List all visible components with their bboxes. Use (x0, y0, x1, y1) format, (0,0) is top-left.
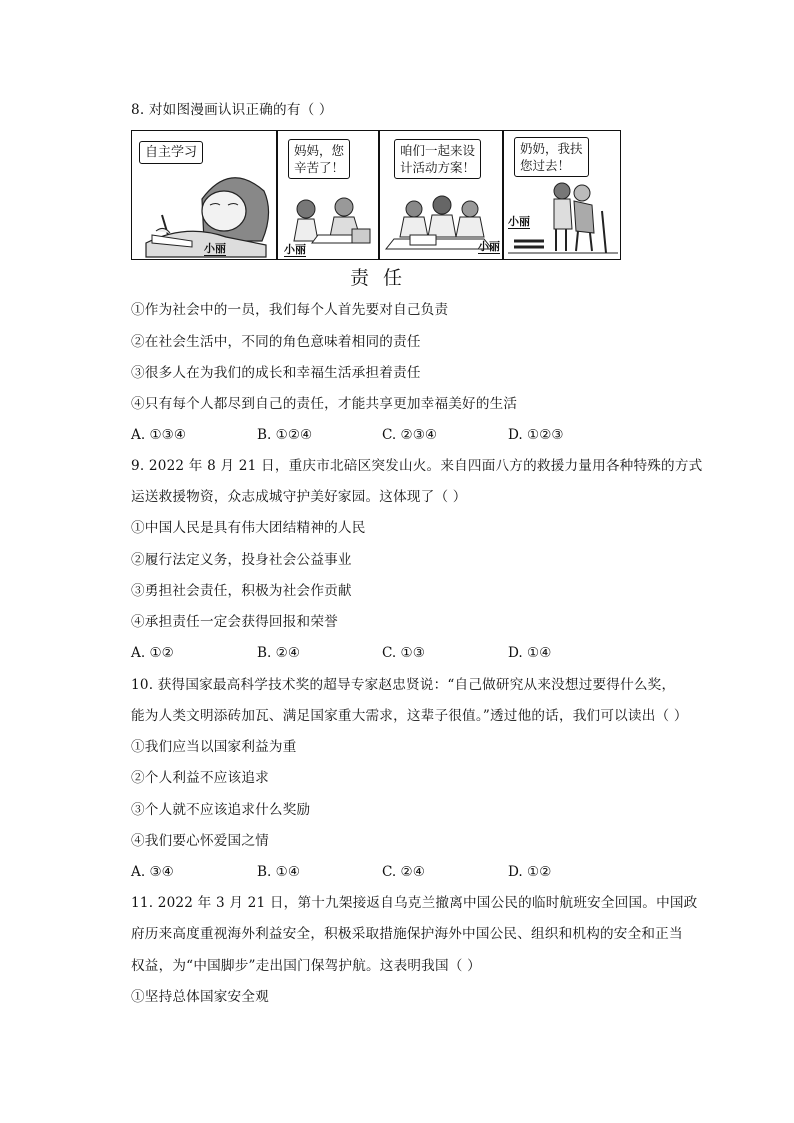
q10-item-4: ④我们要心怀爱国之情 (131, 833, 269, 849)
label-xiaoli: 小丽 (204, 242, 226, 255)
bubble-line: 您过去！ (520, 158, 571, 173)
q9-item-3: ③勇担社会责任，积极为社会作贡献 (131, 583, 352, 599)
comic-title: 责任 (350, 267, 417, 289)
q10-item-1: ①我们应当以国家利益为重 (131, 739, 297, 755)
q10-stem-line-2: 能为人类文明添砖加瓦、满足国家重大需求，这辈子很值。”透过他的话，我们可以读出（ ） (131, 708, 688, 724)
q10-item-3: ③个人就不应该追求什么奖励 (131, 802, 311, 818)
q10-stem-line-1: 10. 获得国家最高科学技术奖的超导专家赵忠贤说：“自己做研究从来没想过要得什么奖， (131, 677, 676, 693)
option-a[interactable]: A. ③④ (131, 864, 174, 880)
q10-item-2: ②个人利益不应该追求 (131, 770, 269, 786)
q9-item-2: ②履行法定义务，投身社会公益事业 (131, 552, 352, 568)
option-a[interactable]: A. ①② (131, 645, 174, 661)
comic-panel-plan (379, 130, 503, 260)
comic-panel-study (131, 130, 277, 260)
option-b[interactable]: B. ①④ (257, 864, 301, 880)
q8-stem: 8. 对如图漫画认识正确的有（ ） (131, 102, 333, 118)
option-c[interactable]: C. ②④ (382, 864, 425, 880)
bubble-line: 计活动方案！ (400, 160, 476, 175)
q11-stem-line-1: 11. 2022 年 3 月 21 日，第十九架接返自乌克兰撤离中国公民的临时航班安全回国。中国政 (131, 895, 698, 911)
q9-item-4: ④承担责任一定会获得回报和荣誉 (131, 614, 338, 630)
label-xiaoli: 小丽 (284, 243, 306, 256)
label-xiaoli: 小丽 (478, 240, 500, 253)
option-c[interactable]: C. ②③④ (382, 427, 438, 443)
bubble-line: 妈妈，您 (294, 143, 345, 158)
q8-item-1: ①作为社会中的一员，我们每个人首先要对自己负责 (131, 302, 449, 318)
q9-item-1: ①中国人民是具有伟大团结精神的人民 (131, 520, 366, 536)
bubble-line: 咱们一起来设 (400, 143, 476, 158)
option-b[interactable]: B. ②④ (257, 645, 301, 661)
option-b[interactable]: B. ①②④ (257, 427, 313, 443)
q9-options (131, 643, 691, 663)
bubble-self-study: 自主学习 (139, 141, 203, 164)
q11-stem-line-2: 府历来高度重视海外利益安全，积极采取措施保护海外中国公民、组织和机构的安全和正当 (131, 926, 683, 942)
label-xiaoli: 小丽 (508, 215, 530, 228)
q10-options (131, 862, 691, 882)
option-d[interactable]: D. ①②③ (508, 427, 564, 443)
q9-stem-line-2: 运送救援物资，众志成城守护美好家园。这体现了（ ） (131, 489, 467, 505)
comic-strip (131, 130, 621, 262)
bubble-line: 辛苦了！ (294, 160, 345, 175)
bubble-grandma (514, 137, 589, 177)
bubble-line: 奶奶，我扶 (520, 141, 583, 156)
q8-item-4: ④只有每个人都尽到自己的责任，才能共享更加幸福美好的生活 (131, 396, 518, 412)
bubble-mother (288, 139, 350, 179)
comic-panel-mother (277, 130, 379, 260)
bubble-plan (394, 139, 481, 179)
q11-item-1: ①坚持总体国家安全观 (131, 989, 269, 1005)
option-d[interactable]: D. ①④ (508, 645, 552, 661)
q9-stem-line-1: 9. 2022 年 8 月 21 日，重庆市北碚区突发山火。来自四面八方的救援力量用各种特殊的方式 (131, 458, 703, 474)
q11-stem-line-3: 权益，为“中国脚步”走出国门保驾护航。这表明我国（ ） (131, 958, 481, 974)
q8-item-2: ②在社会生活中，不同的角色意味着相同的责任 (131, 334, 421, 350)
option-c[interactable]: C. ①③ (382, 645, 425, 661)
option-a[interactable]: A. ①③④ (131, 427, 187, 443)
q8-item-3: ③很多人在为我们的成长和幸福生活承担着责任 (131, 365, 421, 381)
q8-options (131, 425, 691, 445)
comic-panel-grandma (503, 130, 621, 260)
option-d[interactable]: D. ①② (508, 864, 552, 880)
